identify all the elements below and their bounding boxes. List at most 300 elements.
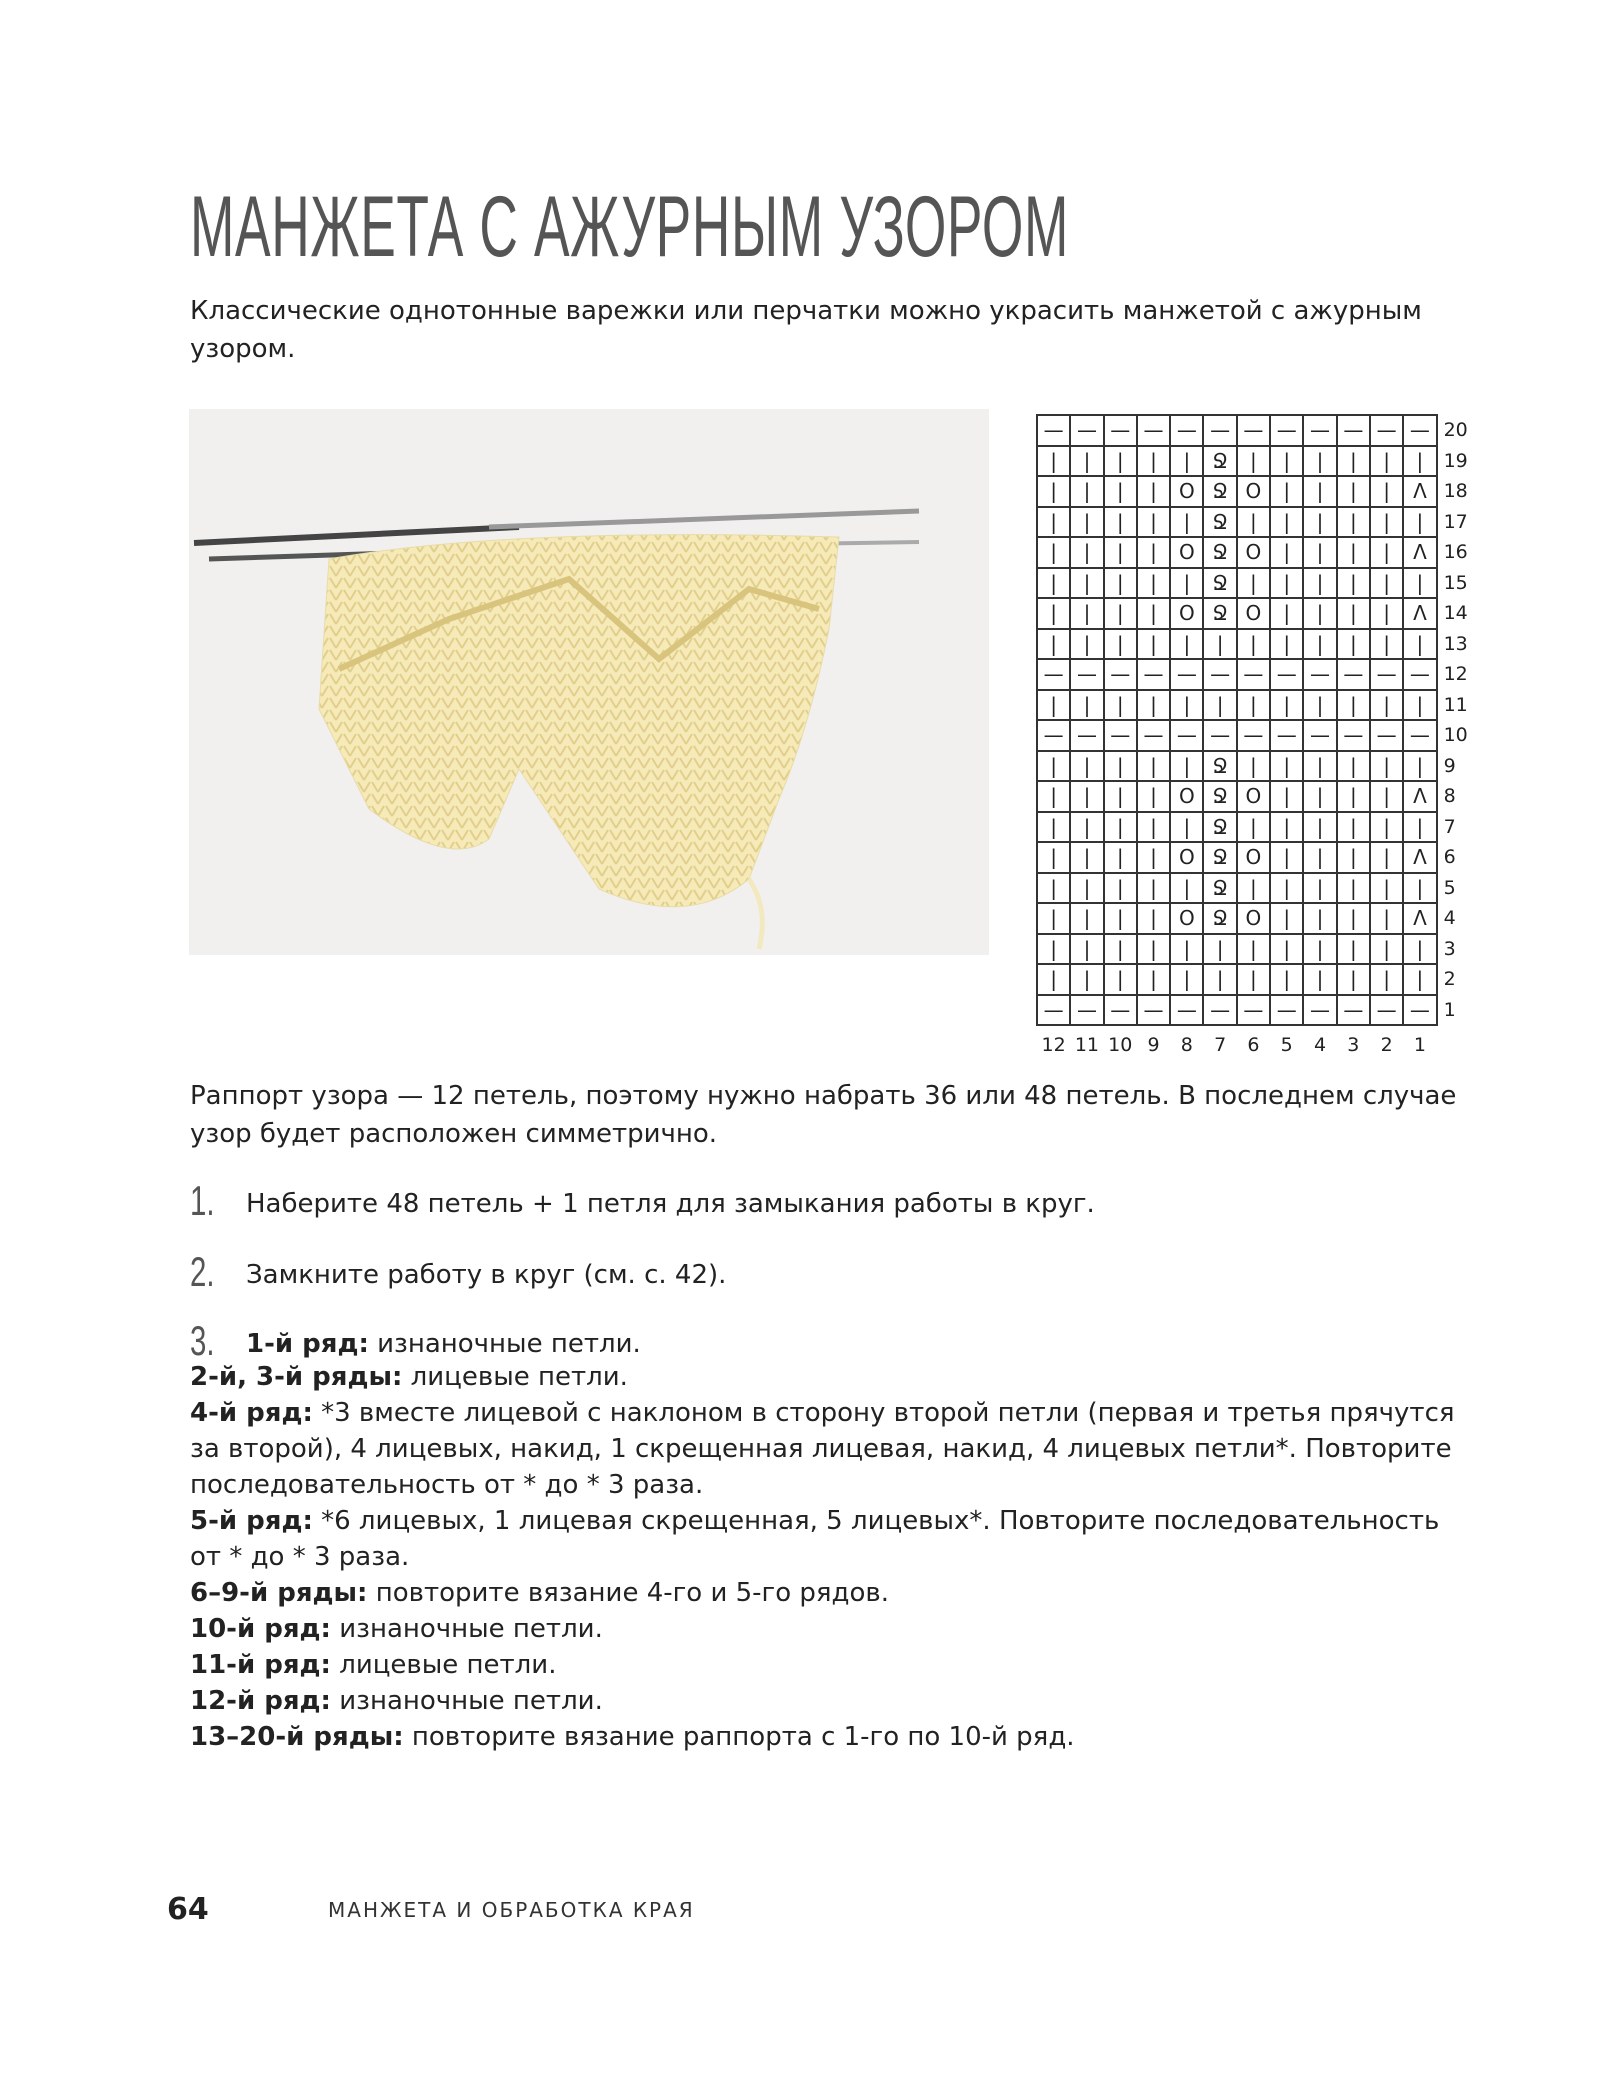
- chart-cell: |: [1370, 781, 1403, 812]
- chart-cell: —: [1303, 659, 1336, 690]
- chart-cell: —: [1337, 720, 1370, 751]
- chart-cell: —: [1170, 995, 1203, 1026]
- chart-cell: |: [1270, 934, 1303, 965]
- chart-cell: —: [1237, 995, 1270, 1026]
- chart-cell: |: [1137, 568, 1170, 599]
- chart-cell: |: [1303, 964, 1336, 995]
- knitted-cuff-photo: [189, 409, 989, 955]
- chart-row: [1037, 598, 1476, 629]
- chart-cell: O: [1170, 537, 1203, 568]
- row-label: 6–9-й ряды:: [190, 1578, 368, 1608]
- chart-cell: |: [1070, 690, 1103, 721]
- chart-cell: —: [1303, 415, 1336, 446]
- row-text: повторите вязание 4-го и 5-го рядов.: [367, 1578, 889, 1608]
- chart-cell: —: [1137, 659, 1170, 690]
- column-number: 12: [1041, 1034, 1066, 1056]
- chart-cell: —: [1270, 415, 1303, 446]
- chart-cell: |: [1137, 781, 1170, 812]
- chart-cell: |: [1104, 598, 1137, 629]
- chart-row: [1037, 873, 1476, 904]
- row-number: 11: [1443, 693, 1468, 716]
- chart-cell: —: [1403, 720, 1436, 751]
- chart-cell: —: [1137, 415, 1170, 446]
- chart-cell: |: [1370, 598, 1403, 629]
- chart-cell: |: [1370, 446, 1403, 477]
- chart-cell: |: [1137, 903, 1170, 934]
- row-number: 13: [1443, 632, 1468, 655]
- chart-cell: |: [1037, 446, 1070, 477]
- chart-cell: |: [1370, 629, 1403, 660]
- chart-cell: —: [1070, 659, 1103, 690]
- chart-cell: |: [1303, 873, 1336, 904]
- chart-cell: O: [1237, 903, 1270, 934]
- chart-cell: —: [1137, 995, 1170, 1026]
- row-instruction: [190, 1395, 1460, 1503]
- chart-row: [1037, 690, 1476, 721]
- chart-cell: —: [1070, 995, 1103, 1026]
- step-number: 3.: [190, 1317, 215, 1364]
- chart-cell: —: [1037, 659, 1070, 690]
- chart-cell: |: [1337, 507, 1370, 538]
- chart-cell: |: [1070, 903, 1103, 934]
- rapport-text: Раппорт узора — 12 петель, поэтому нужно набрать 36 или 48 петель. В последнем случае узор будет расположен симметрично.: [190, 1081, 1457, 1149]
- chart-cell: Ջ: [1203, 537, 1236, 568]
- row-text: *6 лицевых, 1 лицевая скрещенная, 5 лицевых*. Повторите последовательность от * до * 3 раза.: [190, 1506, 1440, 1572]
- chart-cell: |: [1104, 842, 1137, 873]
- chart-cell: |: [1104, 476, 1137, 507]
- chart-cell: Ջ: [1203, 781, 1236, 812]
- chart-cell: |: [1337, 903, 1370, 934]
- chart-cell: |: [1337, 537, 1370, 568]
- chart-cell: —: [1337, 995, 1370, 1026]
- knitting-chart: [1036, 414, 1477, 1057]
- chart-cell: |: [1303, 537, 1336, 568]
- chart-row: [1037, 446, 1476, 477]
- chart-cell: —: [1137, 720, 1170, 751]
- column-number: 8: [1180, 1034, 1193, 1056]
- chart-cell: |: [1237, 964, 1270, 995]
- chart-cell: |: [1137, 629, 1170, 660]
- chart-cell: |: [1104, 964, 1137, 995]
- chart-cell: |: [1337, 629, 1370, 660]
- row-number: 5: [1443, 876, 1456, 899]
- chart-cell: |: [1303, 751, 1336, 782]
- column-number: 4: [1313, 1034, 1327, 1056]
- chart-row: [1037, 415, 1476, 446]
- chart-cell: —: [1237, 720, 1270, 751]
- chart-cell: |: [1403, 934, 1436, 965]
- chart-cell: |: [1270, 873, 1303, 904]
- chart-row: [1037, 751, 1476, 782]
- chart-cell: |: [1337, 751, 1370, 782]
- chart-cell: —: [1337, 659, 1370, 690]
- chart-cell: —: [1037, 995, 1070, 1026]
- chart-cell: —: [1370, 659, 1403, 690]
- column-number: 11: [1074, 1034, 1100, 1056]
- chart-cell: O: [1170, 842, 1203, 873]
- chart-cell: |: [1270, 476, 1303, 507]
- chart-cell: |: [1303, 690, 1336, 721]
- chart-cell: |: [1170, 873, 1203, 904]
- chart-cell: |: [1037, 903, 1070, 934]
- chart-cell: |: [1237, 629, 1270, 660]
- chart-cell: |: [1303, 446, 1336, 477]
- chart-cell: —: [1203, 415, 1236, 446]
- chart-cell: |: [1403, 751, 1436, 782]
- row-number: 18: [1443, 480, 1468, 503]
- chart-cell: |: [1370, 842, 1403, 873]
- chart-cell: |: [1104, 507, 1137, 538]
- chart-cell: |: [1037, 476, 1070, 507]
- intro-text: Классические однотонные варежки или перчатки можно украсить манжетой с ажурным узором.: [190, 296, 1422, 364]
- chart-cell: |: [1170, 934, 1203, 965]
- chart-cell: |: [1303, 507, 1336, 538]
- chart-cell: |: [1170, 446, 1203, 477]
- chart-row: [1037, 781, 1476, 812]
- chart-row: [1037, 903, 1476, 934]
- chart-cell: |: [1403, 690, 1436, 721]
- row-text: повторите вязание раппорта с 1-го по 10-й ряд.: [403, 1722, 1075, 1752]
- chart-cell: |: [1104, 781, 1137, 812]
- chart-cell: |: [1104, 690, 1137, 721]
- chart-cell: |: [1303, 781, 1336, 812]
- chart-cell: |: [1170, 568, 1203, 599]
- chart-cell: |: [1104, 873, 1137, 904]
- chart-cell: |: [1237, 446, 1270, 477]
- chart-cell: |: [1137, 598, 1170, 629]
- chart-cell: |: [1203, 934, 1236, 965]
- row-instruction: [190, 1575, 1460, 1611]
- chart-cell: —: [1203, 720, 1236, 751]
- chart-cell: |: [1137, 812, 1170, 843]
- chart-cell: |: [1037, 751, 1070, 782]
- chart-cell: |: [1303, 568, 1336, 599]
- chart-cell: —: [1270, 659, 1303, 690]
- chart-cell: |: [1070, 812, 1103, 843]
- chart-cell: |: [1370, 751, 1403, 782]
- chart-cell: |: [1203, 964, 1236, 995]
- chart-row: [1037, 934, 1476, 965]
- row-number: 19: [1443, 449, 1468, 472]
- chart-cell: Ʌ: [1403, 903, 1436, 934]
- chart-row: [1037, 537, 1476, 568]
- chart-row: [1037, 842, 1476, 873]
- chart-cell: —: [1170, 659, 1203, 690]
- chart-cell: |: [1370, 903, 1403, 934]
- chart-cell: |: [1104, 446, 1137, 477]
- chart-cell: |: [1270, 568, 1303, 599]
- chart-cell: |: [1303, 598, 1336, 629]
- chart-row: [1037, 995, 1476, 1026]
- chart-cell: |: [1070, 537, 1103, 568]
- row-number: 7: [1443, 815, 1456, 838]
- chart-cell: |: [1270, 629, 1303, 660]
- chart-cell: |: [1303, 934, 1336, 965]
- chart-cell: |: [1337, 568, 1370, 599]
- chart-cell: |: [1337, 446, 1370, 477]
- column-number: 7: [1214, 1034, 1227, 1056]
- row-text: изнаночные петли.: [330, 1686, 603, 1716]
- chart-cell: |: [1303, 812, 1336, 843]
- row-instruction: [190, 1611, 1460, 1647]
- chart-cell: |: [1137, 476, 1170, 507]
- chart-cell: |: [1037, 537, 1070, 568]
- chart-cell: |: [1070, 781, 1103, 812]
- chart-cell: |: [1137, 537, 1170, 568]
- chart-cell: —: [1037, 415, 1070, 446]
- row-label: 1-й ряд:: [246, 1329, 369, 1359]
- chart-cell: |: [1104, 934, 1137, 965]
- chart-cell: Ջ: [1203, 446, 1236, 477]
- row-number: 3: [1443, 937, 1456, 960]
- chart-cell: |: [1303, 842, 1336, 873]
- row-text: изнаночные петли.: [330, 1614, 603, 1644]
- row-number: 6: [1443, 846, 1456, 869]
- chart-row: [1037, 720, 1476, 751]
- row-number: 20: [1443, 419, 1468, 442]
- chart-cell: |: [1070, 476, 1103, 507]
- chart-cell: O: [1170, 781, 1203, 812]
- chart-cell: |: [1237, 507, 1270, 538]
- column-number: 6: [1247, 1034, 1260, 1056]
- row-text: лицевые петли.: [402, 1362, 628, 1392]
- chart-cell: |: [1070, 751, 1103, 782]
- column-number: 9: [1147, 1034, 1160, 1056]
- chart-cell: |: [1237, 812, 1270, 843]
- chart-cell: |: [1237, 934, 1270, 965]
- chart-cell: |: [1370, 537, 1403, 568]
- chart-cell: Ʌ: [1403, 537, 1436, 568]
- chart-cell: —: [1104, 995, 1137, 1026]
- chart-cell: |: [1070, 873, 1103, 904]
- chart-cell: |: [1104, 629, 1137, 660]
- chart-cell: |: [1370, 568, 1403, 599]
- chart-cell: |: [1403, 812, 1436, 843]
- row-instruction: [190, 1359, 1460, 1395]
- chart-cell: |: [1170, 751, 1203, 782]
- chart-cell: —: [1070, 720, 1103, 751]
- column-number: 10: [1108, 1034, 1133, 1056]
- chart-cell: Ջ: [1203, 598, 1236, 629]
- chart-cell: |: [1037, 842, 1070, 873]
- chart-cell: |: [1070, 964, 1103, 995]
- chart-cell: |: [1270, 842, 1303, 873]
- chart-cell: |: [1270, 812, 1303, 843]
- chart-cell: |: [1104, 812, 1137, 843]
- chart-cell: Ջ: [1203, 476, 1236, 507]
- chart-cell: |: [1037, 629, 1070, 660]
- chart-row: [1037, 964, 1476, 995]
- chart-cell: |: [1170, 629, 1203, 660]
- column-number: 5: [1280, 1034, 1293, 1056]
- chart-cell: |: [1303, 629, 1336, 660]
- chart-cell: |: [1070, 629, 1103, 660]
- chart-cell: Ջ: [1203, 751, 1236, 782]
- chart-cell: |: [1270, 781, 1303, 812]
- row-number: 15: [1443, 571, 1468, 594]
- chart-cell: |: [1104, 903, 1137, 934]
- chart-cell: |: [1137, 446, 1170, 477]
- step-number: 2.: [190, 1248, 215, 1295]
- chart-cell: |: [1203, 629, 1236, 660]
- chart-cell: O: [1237, 598, 1270, 629]
- column-number: 3: [1347, 1034, 1360, 1056]
- row-number: 17: [1443, 510, 1468, 533]
- row-number: 4: [1443, 907, 1456, 930]
- chart-cell: —: [1303, 720, 1336, 751]
- row-instruction: [190, 1503, 1460, 1575]
- chart-cell: |: [1137, 964, 1170, 995]
- chart-cell: |: [1303, 903, 1336, 934]
- row-instruction: [190, 1647, 1460, 1683]
- needle: [194, 527, 519, 543]
- chart-cell: |: [1170, 964, 1203, 995]
- chart-cell: |: [1137, 873, 1170, 904]
- row-text: *3 вместе лицевой с наклоном в сторону второй петли (первая и третья прячутся за второй), 4 лицевых, накид, 1 скрещенная лицевая, накид, 4 лицевых петли*. Повторите последовательность от * до * 3 раза.: [190, 1398, 1455, 1500]
- chart-cell: O: [1237, 781, 1270, 812]
- row-label: 12-й ряд:: [190, 1686, 331, 1716]
- chart-cell: |: [1337, 812, 1370, 843]
- chart-cell: |: [1270, 903, 1303, 934]
- chart-cell: |: [1037, 873, 1070, 904]
- chart-cell: |: [1337, 690, 1370, 721]
- chart-cell: —: [1104, 720, 1137, 751]
- chart-cell: |: [1037, 598, 1070, 629]
- chart-cell: |: [1070, 507, 1103, 538]
- chart-cell: |: [1070, 842, 1103, 873]
- row-label: 13–20-й ряды:: [190, 1722, 404, 1752]
- step-text: Наберите 48 петель + 1 петля для замыкания работы в круг.: [246, 1189, 1095, 1219]
- row-label: 5-й ряд:: [190, 1506, 313, 1536]
- chart-cell: |: [1037, 964, 1070, 995]
- chart-cell: |: [1070, 446, 1103, 477]
- chart-cell: Ջ: [1203, 507, 1236, 538]
- row-instruction: [190, 1683, 1460, 1719]
- chart-cell: Ʌ: [1403, 476, 1436, 507]
- chart-cell: —: [1203, 995, 1236, 1026]
- chart-cell: |: [1270, 446, 1303, 477]
- page-number: 64: [167, 1892, 209, 1927]
- chart-cell: —: [1403, 659, 1436, 690]
- chart-cell: |: [1337, 476, 1370, 507]
- chart-cell: |: [1370, 507, 1403, 538]
- chart-cell: —: [1170, 720, 1203, 751]
- chart-cell: |: [1337, 781, 1370, 812]
- section-title: МАНЖЕТА И ОБРАБОТКА КРАЯ: [328, 1898, 695, 1922]
- chart-cell: —: [1037, 720, 1070, 751]
- step-text: изнаночные петли.: [368, 1329, 641, 1359]
- step-text: Замкните работу в круг (см. с. 42).: [246, 1260, 727, 1290]
- chart-cell: |: [1337, 934, 1370, 965]
- chart-cell: —: [1237, 659, 1270, 690]
- chart-cell: |: [1337, 873, 1370, 904]
- chart-cell: |: [1037, 690, 1070, 721]
- chart-cell: |: [1104, 537, 1137, 568]
- page-title: МАНЖЕТА С АЖУРНЫМ УЗОРОМ: [190, 179, 1070, 275]
- chart-row: [1037, 629, 1476, 660]
- chart-cell: |: [1070, 934, 1103, 965]
- step-1: [190, 1177, 1095, 1224]
- column-number: 1: [1413, 1034, 1426, 1056]
- chart-cell: O: [1237, 842, 1270, 873]
- row-number: 14: [1443, 602, 1468, 625]
- chart-cell: Ջ: [1203, 842, 1236, 873]
- chart-cell: |: [1403, 964, 1436, 995]
- row-instructions: [190, 1359, 1460, 1755]
- chart-cell: |: [1037, 812, 1070, 843]
- chart-cell: |: [1337, 598, 1370, 629]
- chart-cell: |: [1270, 507, 1303, 538]
- row-number: 16: [1443, 541, 1468, 564]
- chart-cell: —: [1104, 415, 1137, 446]
- chart-cell: |: [1237, 873, 1270, 904]
- row-number: 12: [1443, 663, 1468, 686]
- chart-row: [1037, 476, 1476, 507]
- chart-cell: |: [1170, 812, 1203, 843]
- chart-cell: —: [1370, 720, 1403, 751]
- row-label: 4-й ряд:: [190, 1398, 313, 1428]
- step-2: [190, 1248, 727, 1295]
- chart-cell: |: [1104, 568, 1137, 599]
- chart-cell: —: [1104, 659, 1137, 690]
- chart-cell: —: [1303, 995, 1336, 1026]
- chart-cell: |: [1137, 934, 1170, 965]
- chart-cell: |: [1270, 690, 1303, 721]
- chart-cell: —: [1270, 720, 1303, 751]
- chart-cell: Ջ: [1203, 812, 1236, 843]
- chart-cell: |: [1370, 812, 1403, 843]
- chart-row: [1037, 812, 1476, 843]
- row-text: лицевые петли.: [330, 1650, 557, 1680]
- chart-cell: |: [1403, 568, 1436, 599]
- row-instruction: [190, 1719, 1460, 1755]
- row-label: 10-й ряд:: [190, 1614, 331, 1644]
- chart-cell: |: [1270, 964, 1303, 995]
- chart-cell: —: [1237, 415, 1270, 446]
- chart-cell: —: [1203, 659, 1236, 690]
- chart-cell: |: [1403, 873, 1436, 904]
- chart-cell: —: [1070, 415, 1103, 446]
- chart-cell: |: [1270, 537, 1303, 568]
- chart-row: [1037, 659, 1476, 690]
- row-number: 2: [1443, 968, 1456, 991]
- chart-cell: Ջ: [1203, 568, 1236, 599]
- chart-cell: |: [1170, 690, 1203, 721]
- chart-cell: —: [1370, 995, 1403, 1026]
- chart-cell: |: [1270, 598, 1303, 629]
- chart-cell: |: [1370, 964, 1403, 995]
- chart-cell: —: [1337, 415, 1370, 446]
- chart-cell: |: [1137, 507, 1170, 538]
- chart-cell: Ʌ: [1403, 781, 1436, 812]
- chart-cell: |: [1137, 690, 1170, 721]
- chart-cell: |: [1337, 842, 1370, 873]
- chart-cell: |: [1403, 629, 1436, 660]
- chart-cell: —: [1370, 415, 1403, 446]
- chart-row: [1037, 568, 1476, 599]
- chart-cell: |: [1070, 568, 1103, 599]
- row-label: 11-й ряд:: [190, 1650, 331, 1680]
- chart-cell: O: [1237, 537, 1270, 568]
- chart-cell: |: [1370, 934, 1403, 965]
- chart-cell: |: [1403, 507, 1436, 538]
- row-number: 10: [1443, 724, 1468, 747]
- chart-cell: —: [1403, 995, 1436, 1026]
- chart-cell: |: [1370, 873, 1403, 904]
- chart-cell: |: [1137, 842, 1170, 873]
- row-number: 1: [1443, 998, 1456, 1021]
- step-number: 1.: [190, 1177, 215, 1224]
